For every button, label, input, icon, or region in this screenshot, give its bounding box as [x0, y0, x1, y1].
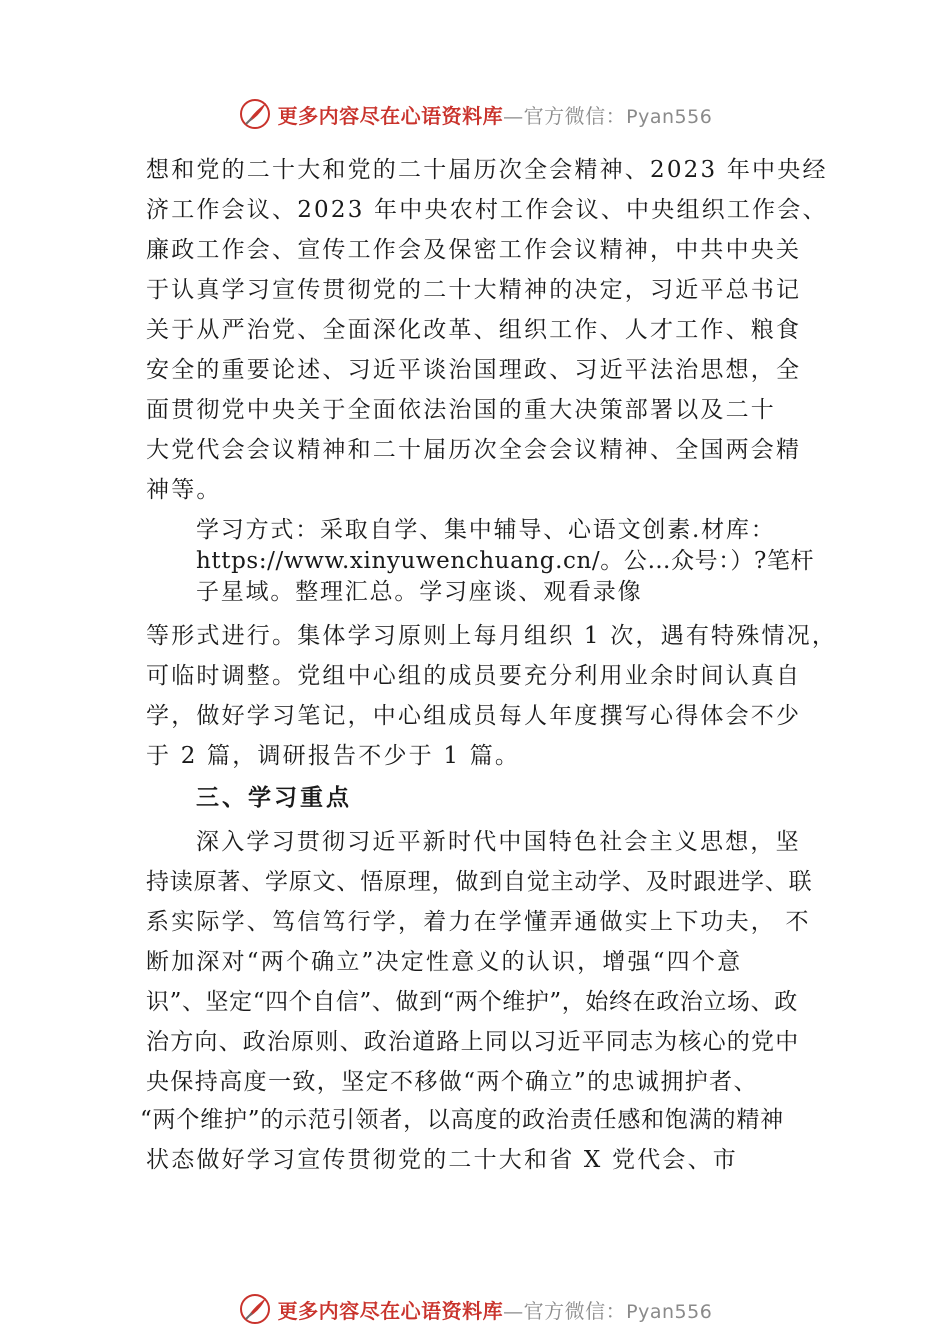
body-line: 断加深对“两个确立”决定性意义的认识，增强“四个意 — [146, 949, 743, 975]
body-line: 识”、坚定“四个自信”、做到“两个维护”，始终在政治立场、政 — [146, 989, 798, 1015]
header-wechat-id: Pyan556 — [626, 105, 713, 128]
footer-separator: —官方微信： — [503, 1298, 627, 1323]
body-line: “两个维护”的示范引领者，以高度的政治责任感和饱满的精神 — [140, 1107, 784, 1133]
footer-brand: 更多内容尽在心语资料库 — [277, 1298, 504, 1323]
study-method-line: 子星域。整理汇总。学习座谈、观看录像 — [196, 579, 643, 605]
feather-pen-logo-icon — [238, 1292, 272, 1326]
body-line: 神等。 — [146, 477, 222, 503]
body-line: 济工作会议、2023 年中央农村工作会议、中央组织工作会、 — [146, 197, 828, 223]
page-footer-banner — [0, 1289, 950, 1329]
footer-wechat-id: Pyan556 — [626, 1300, 713, 1323]
body-line: 关于从严治党、全面深化改革、组织工作、人才工作、粮食 — [146, 317, 802, 343]
body-line: 学，做好学习笔记，中心组成员每人年度撰写心得体会不少 — [146, 703, 802, 729]
body-line: 状态做好学习宣传贯彻党的二十大和省 X 党代会、市 — [146, 1147, 738, 1173]
body-line: 安全的重要论述、习近平谈治国理政、习近平法治思想，全 — [146, 357, 802, 383]
body-line: 系实际学、笃信笃行学，着力在学懂弄通做实上下功夫， 不 — [146, 909, 811, 935]
header-brand: 更多内容尽在心语资料库 — [277, 103, 504, 128]
body-line: 大党代会会议精神和二十届历次全会会议精神、全国两会精 — [146, 437, 802, 463]
body-line: 廉政工作会、宣传工作会及保密工作会议精神，中共中央关 — [146, 237, 802, 263]
body-line: 持读原著、学原文、悟原理，做到自觉主动学、及时跟进学、联 — [146, 869, 813, 895]
header-separator: —官方微信： — [503, 103, 627, 128]
body-line: 可临时调整。党组中心组的成员要充分利用业余时间认真自 — [146, 663, 802, 689]
page-header-banner — [0, 94, 950, 134]
study-method-line: 学习方式：采取自学、集中辅导、心语文创素.材库： — [196, 517, 776, 543]
study-method-line: https://www.xinyuwenchuang.cn/。公…众号：）?笔杆 — [196, 548, 815, 574]
section-heading: 三、学习重点 — [196, 784, 352, 811]
body-line: 等形式进行。集体学习原则上每月组织 1 次，遇有特殊情况， — [146, 623, 838, 649]
body-line: 于 2 篇，调研报告不少于 1 篇。 — [146, 743, 521, 769]
footer-text — [278, 1295, 713, 1324]
body-line: 深入学习贯彻习近平新时代中国特色社会主义思想，坚 — [196, 829, 801, 855]
body-line: 想和党的二十大和党的二十届历次全会精神、2023 年中央经 — [146, 157, 828, 183]
feather-pen-logo-icon — [238, 97, 272, 131]
body-line: 央保持高度一致，坚定不移做“两个确立”的忠诚拥护者、 — [146, 1069, 758, 1095]
header-text — [278, 100, 713, 129]
body-line: 治方向、政治原则、政治道路上同以习近平同志为核心的党中 — [146, 1029, 800, 1055]
body-line: 面贯彻党中央关于全面依法治国的重大决策部署以及二十 — [146, 397, 776, 423]
body-line: 于认真学习宣传贯彻党的二十大精神的决定，习近平总书记 — [146, 277, 802, 303]
